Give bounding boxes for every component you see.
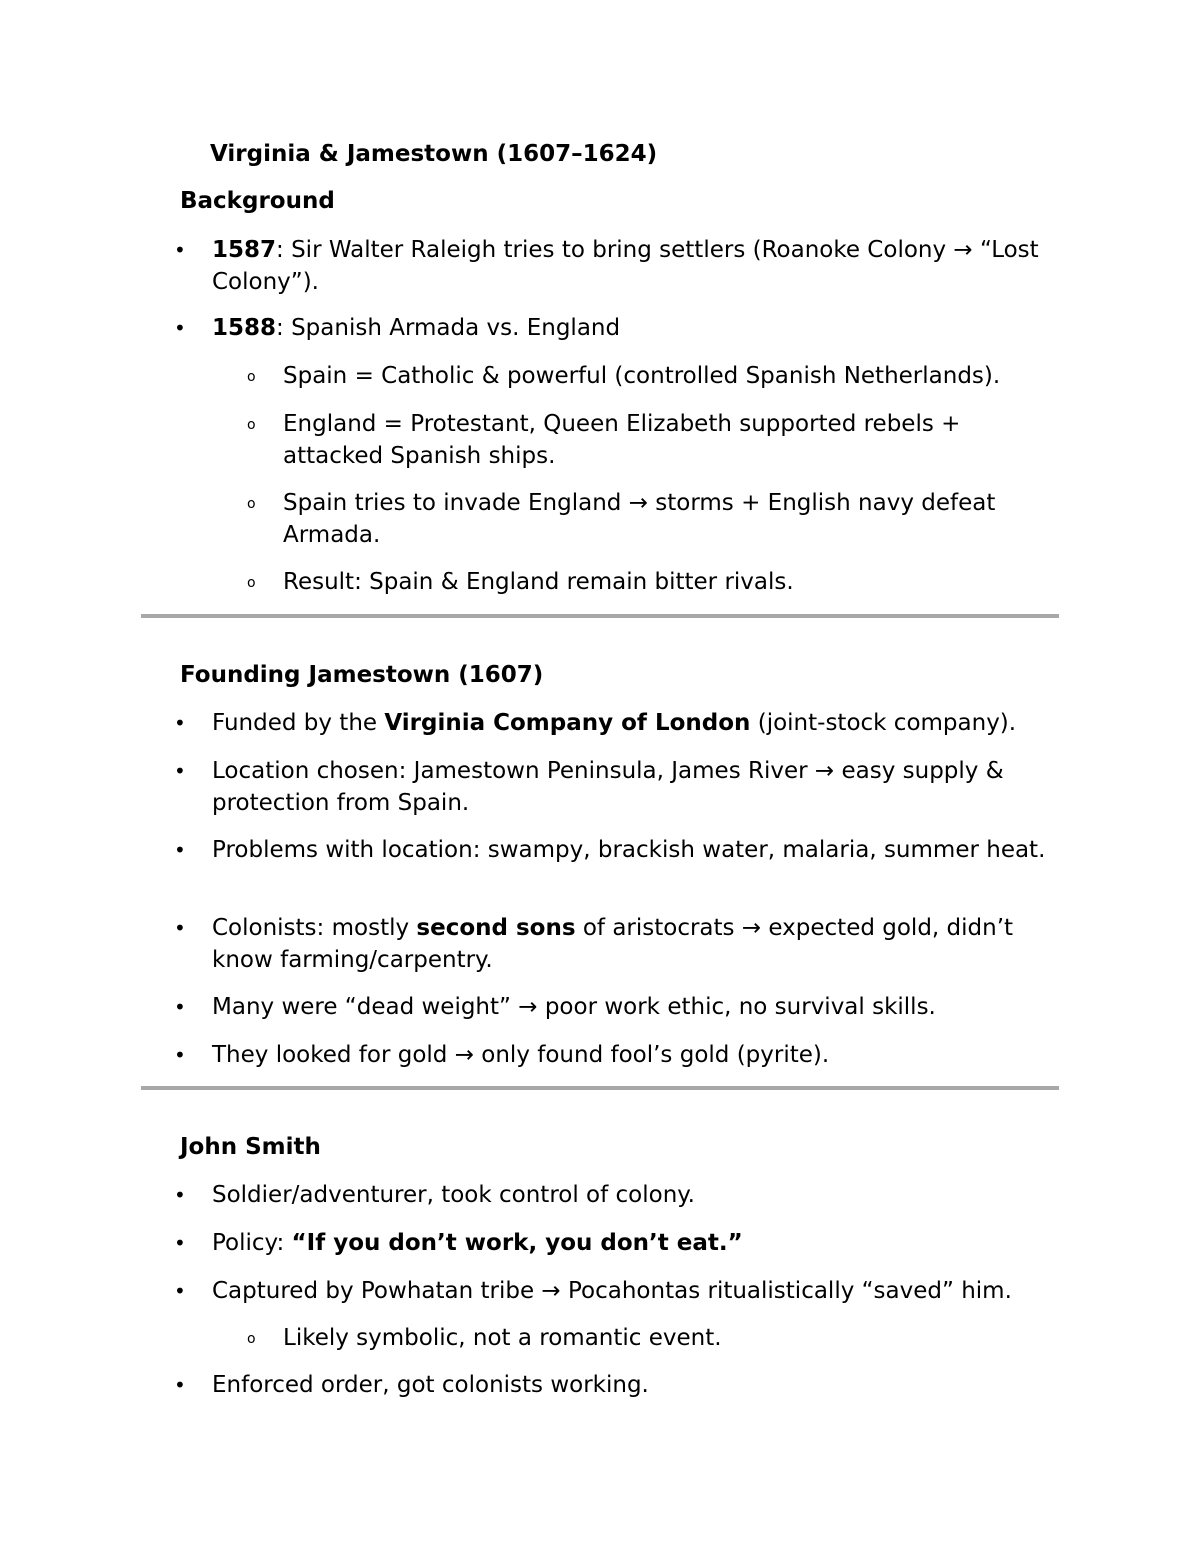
list-item (174, 756, 1072, 819)
list-item (174, 235, 1072, 298)
list-item (174, 913, 1072, 976)
item-bold: Virginia Company of London (384, 710, 751, 736)
item-text: Colonists: mostly (212, 915, 417, 941)
item-text: (joint-stock company). (750, 710, 1017, 736)
item-text: Soldier/adventurer, took control of colony. (212, 1182, 695, 1208)
bullet: • (174, 1279, 186, 1303)
bullet: • (174, 316, 186, 340)
list-item (174, 1228, 1072, 1260)
section-heading-john-smith: John Smith (180, 1134, 321, 1160)
item-bold: “If you don’t work, you don’t eat.” (291, 1230, 743, 1256)
list-item (174, 835, 1072, 867)
bullet: • (174, 238, 186, 262)
list-item (174, 1040, 1072, 1072)
sub-bullet: o (247, 575, 256, 591)
sub-list-item (247, 1323, 1063, 1355)
item-text: Many were “dead weight” → poor work ethic, no survival skills. (212, 994, 936, 1020)
sub-list-item (247, 409, 1063, 472)
list-item (174, 1276, 1072, 1308)
section-heading-founding: Founding Jamestown (1607) (180, 662, 544, 688)
horizontal-rule (141, 1086, 1059, 1090)
list-item (174, 313, 1072, 345)
list-item (174, 1180, 1072, 1212)
sub-bullet: o (247, 417, 256, 433)
sub-list-item (247, 361, 1063, 393)
sub-bullet: o (247, 369, 256, 385)
item-text: Problems with location: swampy, brackish water, malaria, summer heat. (212, 837, 1046, 863)
item-text: Result: Spain & England remain bitter rivals. (283, 569, 794, 595)
bullet: • (174, 759, 186, 783)
item-text: Captured by Powhatan tribe → Pocahontas ritualistically “saved” him. (212, 1278, 1012, 1304)
bullet: • (174, 1231, 186, 1255)
sub-list-item (247, 567, 1063, 599)
bullet: • (174, 711, 186, 735)
item-text: Spain = Catholic & powerful (controlled Spanish Netherlands). (283, 363, 1001, 389)
item-text: Policy: (212, 1230, 292, 1256)
list-item (174, 1370, 1072, 1402)
item-text: Spain tries to invade England → storms + English navy defeat Armada. (283, 490, 996, 548)
item-bold: 1588 (212, 315, 277, 341)
sub-bullet: o (247, 496, 256, 512)
item-text: Likely symbolic, not a romantic event. (283, 1325, 722, 1351)
section-heading-background: Background (180, 188, 335, 214)
bullet: • (174, 1373, 186, 1397)
horizontal-rule (141, 614, 1059, 618)
bullet: • (174, 995, 186, 1019)
list-item (174, 992, 1072, 1024)
bullet: • (174, 916, 186, 940)
item-text: of aristocrats → expected gold, didn’t know farming/carpentry. (212, 915, 1014, 973)
item-text: Enforced order, got colonists working. (212, 1372, 649, 1398)
list-item (174, 708, 1072, 740)
item-bold: second sons (416, 915, 576, 941)
item-text: Location chosen: Jamestown Peninsula, James River → easy supply & protection from Spain. (212, 758, 1004, 816)
bullet: • (174, 1183, 186, 1207)
sub-list-item (247, 488, 1063, 551)
item-bold: 1587 (212, 237, 277, 263)
page-title: Virginia & Jamestown (1607–1624) (210, 141, 658, 167)
item-text: : Sir Walter Raleigh tries to bring settlers (Roanoke Colony → “Lost Colony”). (212, 237, 1039, 295)
item-text: Funded by the (212, 710, 385, 736)
item-text: : Spanish Armada vs. England (276, 315, 621, 341)
bullet: • (174, 1043, 186, 1067)
item-text: They looked for gold → only found fool’s gold (pyrite). (212, 1042, 830, 1068)
item-text: England = Protestant, Queen Elizabeth supported rebels + attacked Spanish ships. (283, 411, 961, 469)
sub-bullet: o (247, 1331, 256, 1347)
bullet: • (174, 838, 186, 862)
